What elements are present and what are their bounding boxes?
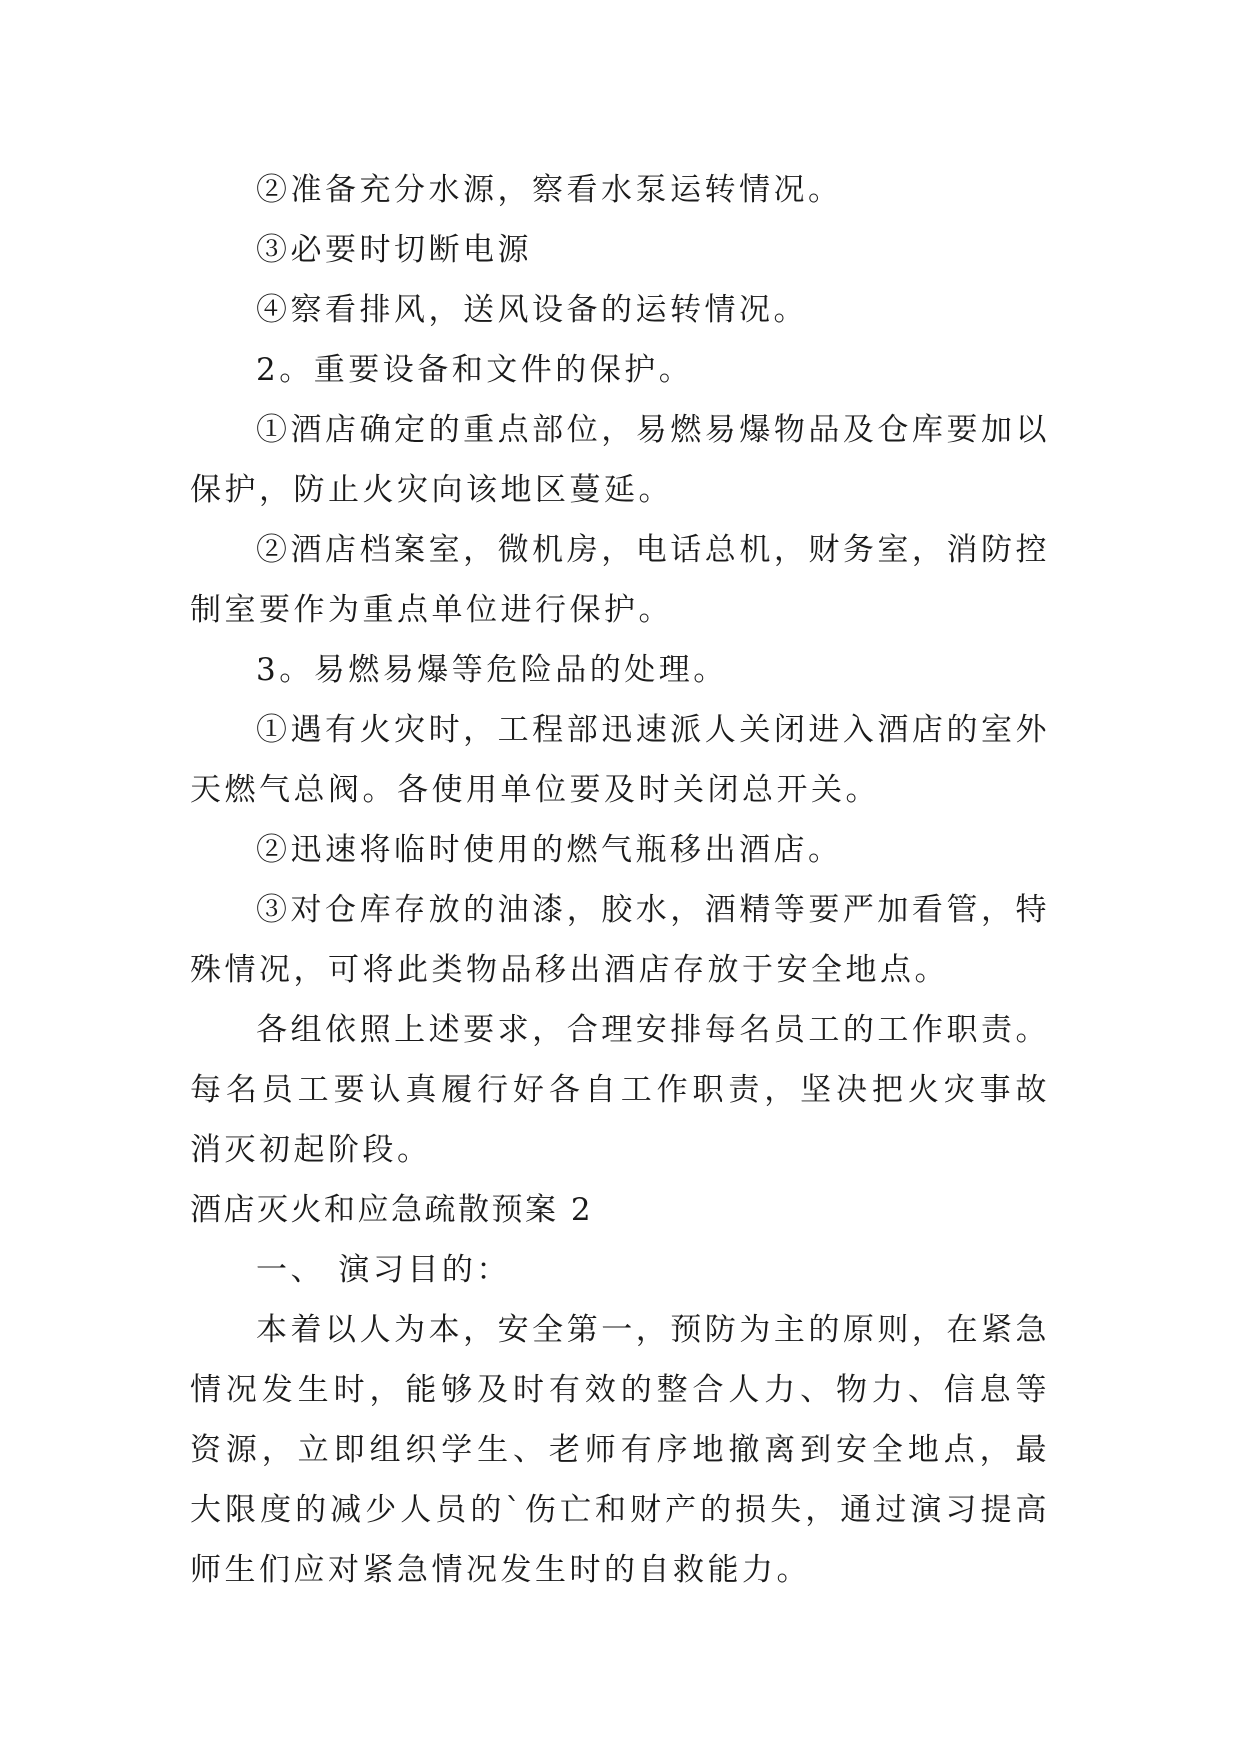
- document-body: [190, 160, 1050, 1600]
- paragraph-warehouse: ③对仓库存放的油漆，胶水，酒精等要严加看管，特殊情况，可将此类物品移出酒店存放于安全地点。: [190, 892, 1050, 988]
- paragraph-hazardous-heading: 3。易燃易爆等危险品的处理。: [256, 652, 728, 688]
- paragraph-drill-purpose: 本着以人为本，安全第一，预防为主的原则，在紧急情况发生时，能够及时有效的整合人力、物力、信息等资源，立即组织学生、老师有序地撤离到安全地点，最大限度的减少人员的`伤亡和财产的损失，通过演习提高师生们应对紧急情况发生时的自救能力。: [190, 1312, 1050, 1588]
- paragraph-protect-equipment-heading: 2。重要设备和文件的保护。: [256, 352, 694, 388]
- paragraph-water-source: ②准备充分水源，察看水泵运转情况。: [256, 172, 843, 208]
- subsection-heading: 一、 演习目的：: [256, 1252, 511, 1288]
- paragraph-gas-bottles: ②迅速将临时使用的燃气瓶移出酒店。: [256, 832, 843, 868]
- paragraph-ventilation: ④察看排风，送风设备的运转情况。: [256, 292, 808, 328]
- paragraph-gas-valve: ①遇有火灾时，工程部迅速派人关闭进入酒店的室外天燃气总阀。各使用单位要及时关闭总开关。: [190, 712, 1050, 808]
- paragraph-key-rooms: ②酒店档案室，微机房，电话总机，财务室，消防控制室要作为重点单位进行保护。: [190, 532, 1050, 628]
- paragraph-group-duties: 各组依照上述要求，合理安排每名员工的工作职责。每名员工要认真履行好各自工作职责，坚决把火灾事故消灭初起阶段。: [190, 1012, 1050, 1168]
- paragraph-key-areas: ①酒店确定的重点部位，易燃易爆物品及仓库要加以保护，防止火灾向该地区蔓延。: [190, 412, 1050, 508]
- paragraph-cut-power: ③必要时切断电源: [256, 232, 532, 268]
- section-title: 酒店灭火和应急疏散预案 2: [190, 1192, 594, 1228]
